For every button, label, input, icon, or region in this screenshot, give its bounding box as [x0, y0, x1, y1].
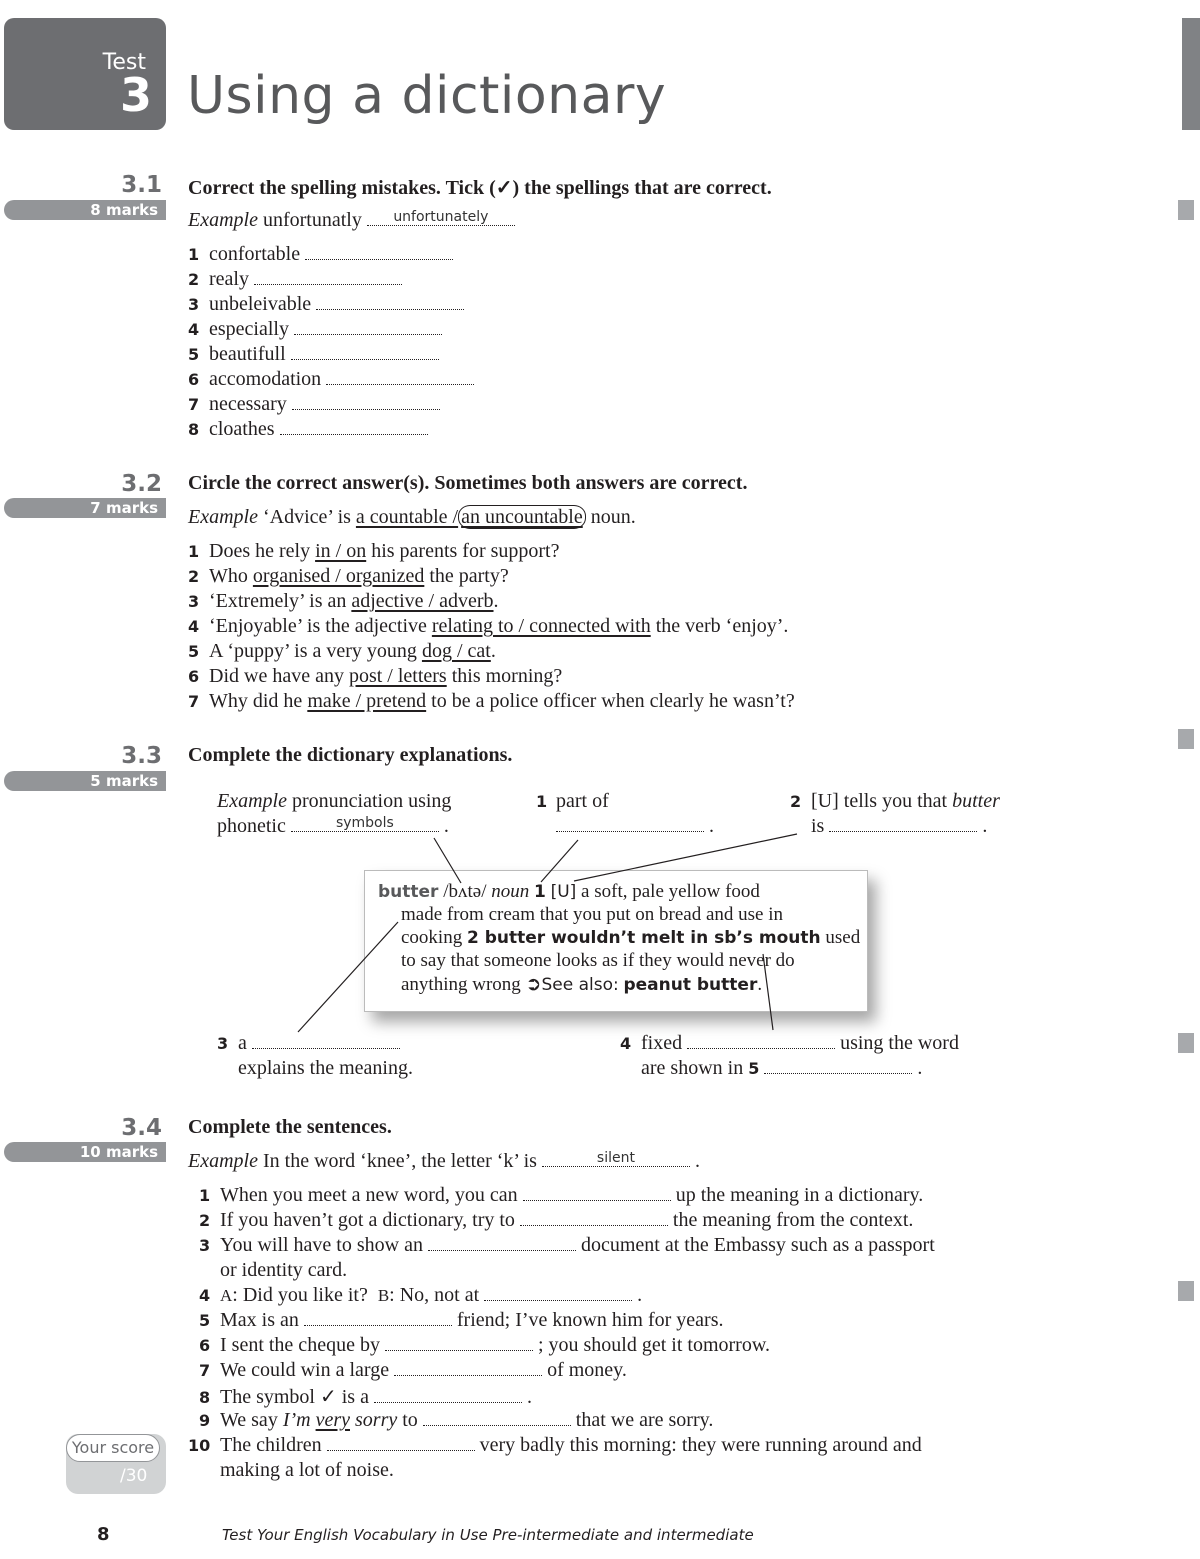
cross-reference: peanut butter [623, 975, 758, 995]
instruction: Circle the correct answer(s). Sometimes both answers are correct. [188, 472, 748, 494]
example-line: Example ‘Advice’ is a countable / an uncountable noun. [188, 506, 636, 528]
example-label: Example [188, 209, 258, 231]
dict-line-3: cooking 2 butter wouldn’t melt in sb’s mouth used [401, 927, 861, 948]
answer-options[interactable]: make / pretend [307, 690, 427, 712]
callout-line-3 [298, 922, 398, 1032]
dict-line-4: to say that someone looks as if they would never do [401, 950, 795, 971]
list-item: 5 A ‘puppy’ is a very young dog / cat. [188, 640, 496, 662]
marks-badge: 5 marks [4, 771, 166, 791]
list-item-continued: or identity card. [220, 1259, 348, 1281]
answer-blank[interactable] [523, 1186, 671, 1201]
instruction: Correct the spelling mistakes. Tick (✓) the spellings that are correct. [188, 177, 772, 199]
answer-blank[interactable] [394, 1361, 542, 1376]
callout-1: 1 part of [536, 790, 609, 812]
callout-line-2 [574, 834, 797, 881]
answer-options[interactable]: in / on [315, 540, 367, 562]
list-item: 2 If you haven’t got a dictionary, try to the meaning from the context. [199, 1209, 914, 1231]
list-item: 8 cloathes [188, 418, 428, 441]
answer-blank[interactable] [484, 1286, 632, 1301]
list-item-continued: making a lot of noise. [220, 1459, 394, 1481]
example-line: Example In the word ‘knee’, the letter ‘k’ is silent . [188, 1150, 700, 1172]
callout-2-line2: is . [811, 815, 988, 837]
list-item: 5 beautifull [188, 343, 439, 366]
callout-line-4 [763, 954, 773, 1030]
test-label: Test [102, 50, 146, 75]
score-value: /30 [120, 1466, 148, 1486]
list-item: 7 Why did he make / pretend to be a police officer when clearly he wasn’t? [188, 690, 795, 712]
marks-badge: 7 marks [4, 498, 166, 518]
list-item: 6 Did we have any post / letters this morning? [188, 665, 563, 687]
list-item: 4 especially [188, 318, 442, 341]
handwritten-answer: silent [596, 1150, 635, 1166]
answer-blank[interactable] [304, 1311, 452, 1326]
list-item: 3 You will have to show an document at the Embassy such as a passport [199, 1234, 935, 1256]
page-title: Using a dictionary [187, 66, 667, 126]
answer-options[interactable]: adjective / adverb [351, 590, 494, 612]
list-item: 3 unbeleivable [188, 293, 464, 316]
answer-blank[interactable] [542, 1152, 690, 1167]
list-item: 7 We could win a large of money. [199, 1359, 627, 1381]
callout-line-example [434, 838, 461, 883]
answer-options[interactable]: dog / cat [421, 640, 491, 662]
marks-badge: 10 marks [4, 1142, 166, 1162]
list-item: 4 ‘Enjoyable’ is the adjective relating to / connected with the verb ‘enjoy’. [188, 615, 789, 637]
callout-1-blank: . [556, 815, 714, 838]
example-callout-line2: phonetic symbols . [217, 815, 449, 837]
instruction: Complete the dictionary explanations. [188, 744, 513, 766]
example-callout: Example pronunciation using [217, 790, 452, 812]
callout-2: 2 [U] tells you that butter [790, 790, 1000, 812]
dict-line-2: made from cream that you put on bread and use in [401, 904, 783, 925]
callout-3: 3 a [217, 1032, 400, 1055]
marks-badge: 8 marks [4, 200, 166, 220]
answer-blank[interactable] [423, 1411, 571, 1426]
list-item: 5 Max is an friend; I’ve known him for years. [199, 1309, 724, 1331]
answer-options[interactable]: relating to / connected with [431, 615, 651, 637]
section-number: 3.1 [121, 172, 162, 198]
list-item: 6 I sent the cheque by ; you should get it tomorrow. [199, 1334, 770, 1356]
instruction: Complete the sentences. [188, 1116, 392, 1138]
list-item: 10 The children very badly this morning: they were running around and [188, 1434, 922, 1456]
callout-line-1 [541, 840, 578, 882]
list-item: 1 Does he rely in / on his parents for support? [188, 540, 560, 562]
section-number: 3.3 [121, 743, 162, 769]
list-item: 6 accomodation [188, 368, 474, 391]
answer-options[interactable]: organised / organized [252, 565, 425, 587]
answer-blank[interactable] [252, 1034, 400, 1049]
answer-options[interactable]: post / letters [348, 665, 447, 687]
section-number: 3.4 [121, 1115, 162, 1141]
dict-line-5: anything wrong ➲See also: peanut butter. [401, 974, 763, 995]
idiom: 2 butter wouldn’t melt in sb’s mouth [466, 928, 821, 948]
list-item: 2 realy [188, 268, 402, 291]
circled-answer: an uncountable [458, 505, 586, 529]
answer-blank[interactable] [327, 1436, 475, 1451]
list-item: 7 necessary [188, 393, 440, 416]
example-word: unfortunatly [262, 209, 362, 231]
headword: butter [378, 882, 439, 902]
score-label: Your score [66, 1434, 160, 1462]
list-item: 4 A: Did you like it? B: No, not at . [199, 1284, 643, 1306]
answer-blank[interactable] [520, 1211, 668, 1226]
section-number: 3.2 [121, 471, 162, 497]
list-item: 3 ‘Extremely’ is an adjective / adverb. [188, 590, 499, 612]
test-number: 3 [119, 68, 152, 122]
answer-blank[interactable] [385, 1336, 533, 1351]
answer-blank[interactable] [428, 1236, 576, 1251]
answer-blank[interactable] [687, 1034, 835, 1049]
callout-4-line2: are shown in 5 . [641, 1057, 923, 1079]
callout-4: 4 fixed using the word [620, 1032, 959, 1054]
handwritten-answer: unfortunately [393, 209, 489, 225]
list-item: 9 We say I’m very sorry to that we are sorry. [199, 1409, 714, 1431]
list-item: 1 When you meet a new word, you can up the meaning in a dictionary. [199, 1184, 924, 1206]
answer-blank[interactable] [764, 1059, 912, 1074]
dict-line-1: butter /bʌtə/ noun 1 [U] a soft, pale yellow food [378, 881, 760, 902]
list-item: 2 Who organised / organized the party? [188, 565, 509, 587]
list-item: 1 confortable [188, 243, 453, 266]
see-also-arrow-icon: ➲ [525, 974, 542, 995]
callout-3-line2: explains the meaning. [238, 1057, 413, 1079]
answer-blank[interactable] [374, 1388, 522, 1403]
list-item: 8 The symbol ✓ is a . [199, 1386, 532, 1408]
handwritten-answer: symbols [335, 815, 394, 831]
footer-title: Test Your English Vocabulary in Use Pre-intermediate and intermediate [222, 1526, 754, 1544]
page-number: 8 [97, 1524, 110, 1545]
